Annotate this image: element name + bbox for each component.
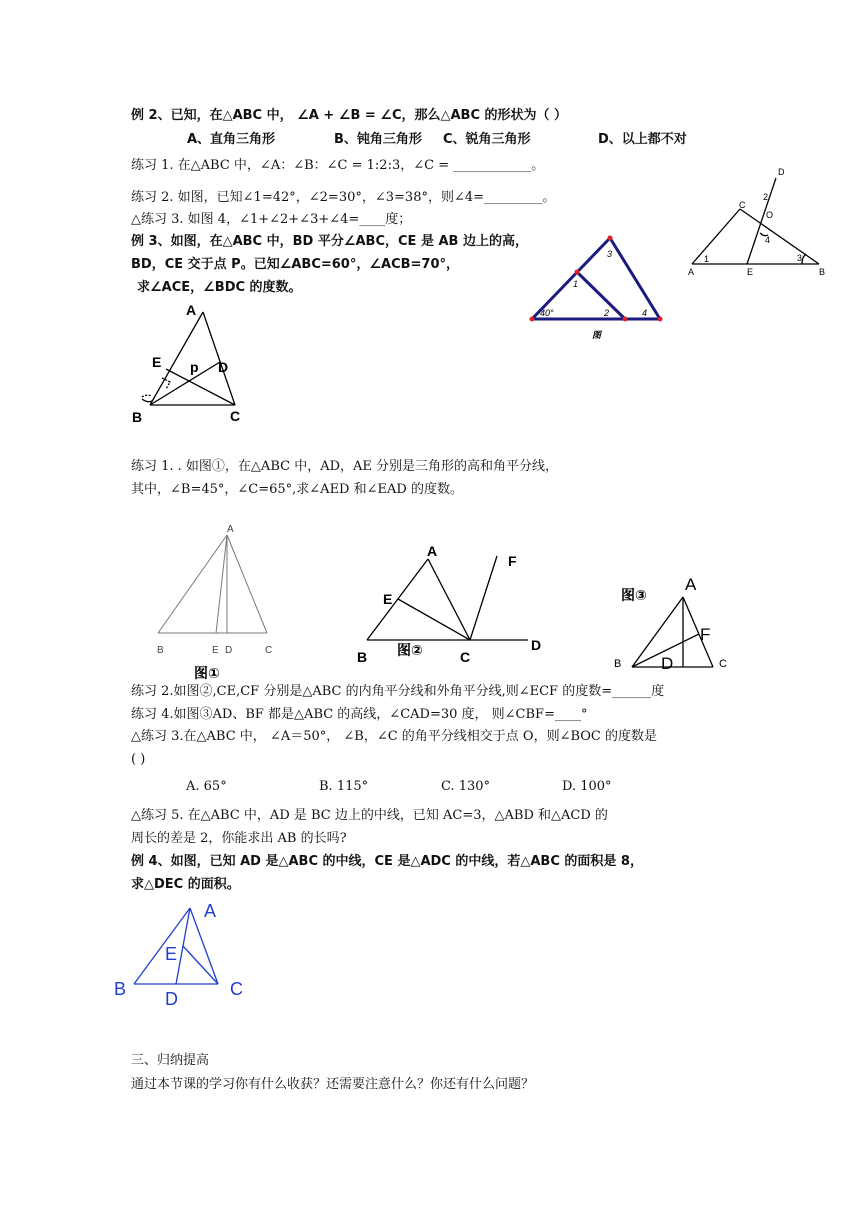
- example-2-option-b: B、钝角三角形: [334, 132, 422, 147]
- vertex-c: C: [230, 408, 241, 424]
- figure-3-caption: 图③: [621, 587, 647, 603]
- figure-2-caption: 图②: [397, 642, 423, 658]
- exercise-5-line-1: △练习 5. 在△ABC 中，AD 是 BC 边上的中线，已知 AC=3，△ABD 和△ACD 的: [131, 808, 608, 823]
- label-c: C: [739, 200, 746, 210]
- angle-label-4: 4: [642, 308, 648, 318]
- vertex-b: B: [157, 645, 164, 656]
- vertex-a: A: [685, 575, 697, 594]
- vertex-b: B: [357, 649, 368, 665]
- vertex-a: A: [227, 524, 234, 535]
- label-d: D: [778, 167, 785, 177]
- vertex-c: C: [265, 645, 273, 656]
- label-angle-3: 3: [797, 253, 803, 263]
- example-2-option-c: C、锐角三角形: [443, 132, 531, 147]
- figure-3: [610, 572, 740, 672]
- vertex-d: D: [531, 637, 542, 653]
- vertex-f: F: [700, 625, 711, 644]
- example-2-question: 例 2、已知，在△ABC 中， ∠A + ∠B = ∠C，那么△ABC 的形状为（ ）: [131, 108, 568, 123]
- example-3-line-1: 例 3、如图，在△ABC 中，BD 平分∠ABC，CE 是 AB 边上的高，: [131, 234, 528, 249]
- exercise-1-line-1: 练习 1. . 如图①，在△ABC 中，AD，AE 分别是三角形的高和角平分线，: [131, 459, 559, 474]
- exercise-5-line-2: 周长的差是 2，你能求出 AB 的长吗?: [131, 831, 347, 846]
- vertex-c: C: [460, 649, 471, 665]
- example-2-option-d: D、以上都不对: [598, 132, 687, 147]
- vertex-d: D: [225, 645, 233, 656]
- exercise-1-line-2: 其中，∠B=45°，∠C=65°,求∠AED 和∠EAD 的度数。: [131, 482, 463, 497]
- example-2-option-a: A、直角三角形: [187, 132, 276, 147]
- figure-2: [350, 540, 560, 665]
- figure-4-triangle: [684, 163, 829, 283]
- summary-question: 通过本节课的学习你有什么收获？还需要注意什么？你还有什么问题？: [131, 1077, 535, 1092]
- angle-label-40: 40°: [540, 308, 554, 318]
- example-3-line-3: 求∠ACE，∠BDC 的度数。: [137, 280, 302, 295]
- vertex-d: D: [165, 989, 178, 1009]
- vertex-d: D: [218, 359, 229, 375]
- label-angle-4: 4: [765, 235, 771, 245]
- label-angle-2: 2: [763, 192, 769, 202]
- vertex-a: A: [204, 901, 217, 921]
- label-b: B: [819, 267, 826, 277]
- example-3-line-2: BD，CE 交于点 P。已知∠ABC=60°，∠ACB=70°，: [131, 257, 459, 272]
- figure-blue-triangle: [528, 235, 668, 345]
- example-4-line-2: 求△DEC 的面积。: [131, 877, 240, 892]
- vertex-c: C: [230, 979, 243, 999]
- exercise-3-blank: ( ): [131, 752, 146, 767]
- exercise-3-option-a: A. 65°: [186, 779, 227, 794]
- practice-2-angles: 练习 2. 如图，已知∠1=42°，∠2=30°，∠3=38°，则∠4=_________。: [131, 190, 556, 205]
- vertex-b: B: [114, 979, 127, 999]
- vertex-d: D: [661, 654, 674, 673]
- label-o: O: [766, 210, 774, 220]
- label-a: A: [688, 267, 695, 277]
- exercise-3-text: △练习 3.在△ABC 中， ∠A＝50°， ∠B，∠C 的角平分线相交于点 O，则∠BOC 的度数是: [131, 729, 658, 744]
- summary-heading: 三、归纳提高: [131, 1053, 210, 1068]
- point-p: p: [190, 359, 199, 375]
- figure-example-4: [110, 898, 260, 1013]
- exercise-3-option-d: D. 100°: [562, 779, 612, 794]
- example-4-line-1: 例 4、如图，已知 AD 是△ABC 的中线，CE 是△ADC 的中线，若△ABC 的面积是 8，: [131, 854, 643, 869]
- label-angle-1: 1: [704, 254, 710, 264]
- vertex-c: C: [719, 658, 727, 670]
- vertex-e: E: [383, 591, 393, 607]
- vertex-e: E: [152, 354, 162, 370]
- figure-1-caption: 图①: [194, 665, 220, 681]
- figure-example-3: [130, 300, 250, 425]
- vertex-a: A: [186, 302, 197, 318]
- vertex-f: F: [508, 553, 517, 569]
- exercise-2-text: 练习 2.如图②,CE,CF 分别是△ABC 的内角平分线和外角平分线,则∠ECF 的度数=______度: [131, 684, 665, 699]
- vertex-e: E: [165, 944, 178, 964]
- vertex-b: B: [614, 658, 622, 670]
- angle-label-2: 2: [604, 308, 610, 318]
- vertex-a: A: [427, 543, 438, 559]
- practice-3-sum: △练习 3. 如图 4，∠1+∠2+∠3+∠4=____度；: [131, 212, 412, 227]
- vertex-b: B: [132, 409, 143, 425]
- figure-1: [150, 520, 280, 682]
- label-e: E: [747, 267, 754, 277]
- figure-caption: 图: [592, 330, 602, 340]
- exercise-3-option-b: B. 115°: [319, 779, 369, 794]
- angle-label-3: 3: [607, 249, 613, 259]
- angle-label-1: 1: [573, 279, 579, 289]
- practice-1-ratio: 练习 1. 在△ABC 中，∠A：∠B：∠C = 1:2:3，∠C = ____________。: [131, 158, 545, 173]
- exercise-4-text: 练习 4.如图③AD、BF 都是△ABC 的高线，∠CAD=30 度， 则∠CBF=____°: [131, 707, 588, 722]
- vertex-e: E: [212, 645, 219, 656]
- exercise-3-option-c: C. 130°: [441, 779, 491, 794]
